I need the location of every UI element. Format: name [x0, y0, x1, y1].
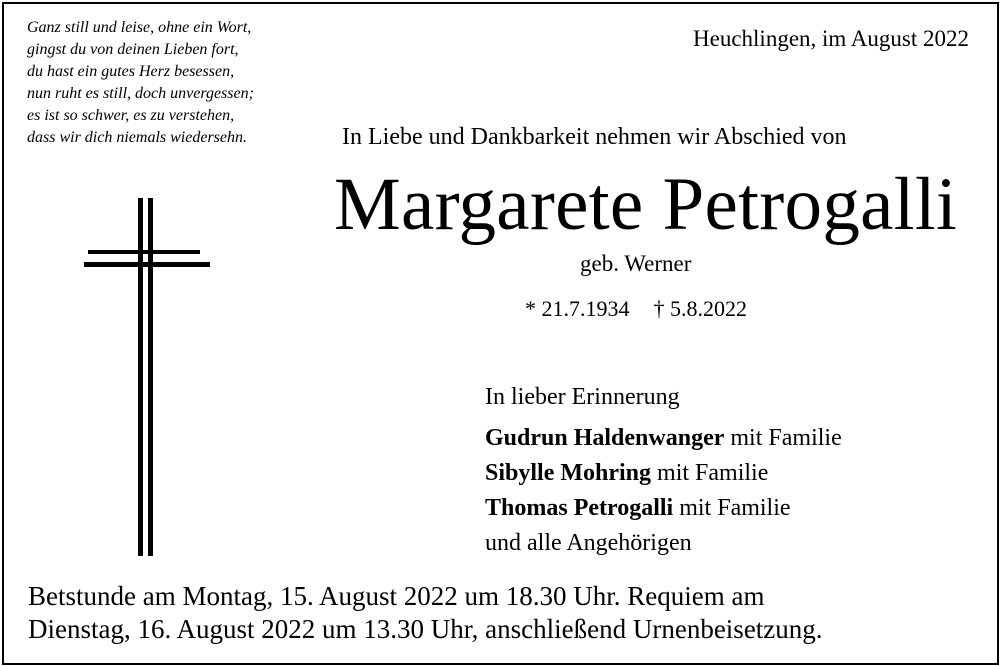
maiden-name: geb. Werner [580, 251, 692, 276]
mourner-name: Sibylle Mohring [485, 460, 652, 486]
service-details [28, 580, 823, 646]
mourner-line [485, 456, 842, 491]
mourner-suffix: mit Familie [673, 495, 791, 521]
poem-line: gingst du von deinen Lieben fort, [27, 41, 239, 58]
mourner-line [485, 421, 842, 456]
service-line: Betstunde am Montag, 15. August 2022 um 18.30 Uhr. Requiem am [28, 581, 765, 611]
life-dates [525, 296, 747, 322]
mourner-suffix: mit Familie [651, 460, 769, 486]
mourners-block [485, 380, 842, 561]
mourners-closing: und alle Angehörigen [485, 530, 692, 556]
poem-line: nun ruht es still, doch unvergessen; [27, 85, 254, 102]
cross-horizontal-bar-top [88, 250, 200, 254]
poem-line: es ist so schwer, es zu verstehen, [27, 107, 235, 124]
poem-line: du hast ein gutes Herz besessen, [27, 63, 235, 80]
mourner-name: Thomas Petrogalli [485, 495, 674, 521]
poem-line: Ganz still und leise, ohne ein Wort, [27, 19, 252, 36]
cross-icon [84, 198, 214, 558]
death-date: † 5.8.2022 [653, 296, 747, 321]
mourner-suffix: mit Familie [724, 425, 842, 451]
mourner-name: Gudrun Haldenwanger [485, 425, 725, 451]
mourners-intro: In lieber Erinnerung [485, 384, 680, 410]
poem-line: dass wir dich niemals wiedersehn. [27, 129, 247, 146]
mourner-line [485, 491, 842, 526]
service-line: Dienstag, 16. August 2022 um 13.30 Uhr, anschließend Urnenbeisetzung. [28, 614, 823, 644]
birth-date: * 21.7.1934 [525, 296, 630, 321]
place-date: Heuchlingen, im August 2022 [693, 26, 969, 51]
cross-horizontal-bar-bottom [84, 262, 210, 267]
farewell-intro: In Liebe und Dankbarkeit nehmen wir Abschied von [342, 124, 847, 150]
deceased-name: Margarete Petrogalli [334, 163, 958, 246]
memorial-poem [27, 17, 254, 149]
